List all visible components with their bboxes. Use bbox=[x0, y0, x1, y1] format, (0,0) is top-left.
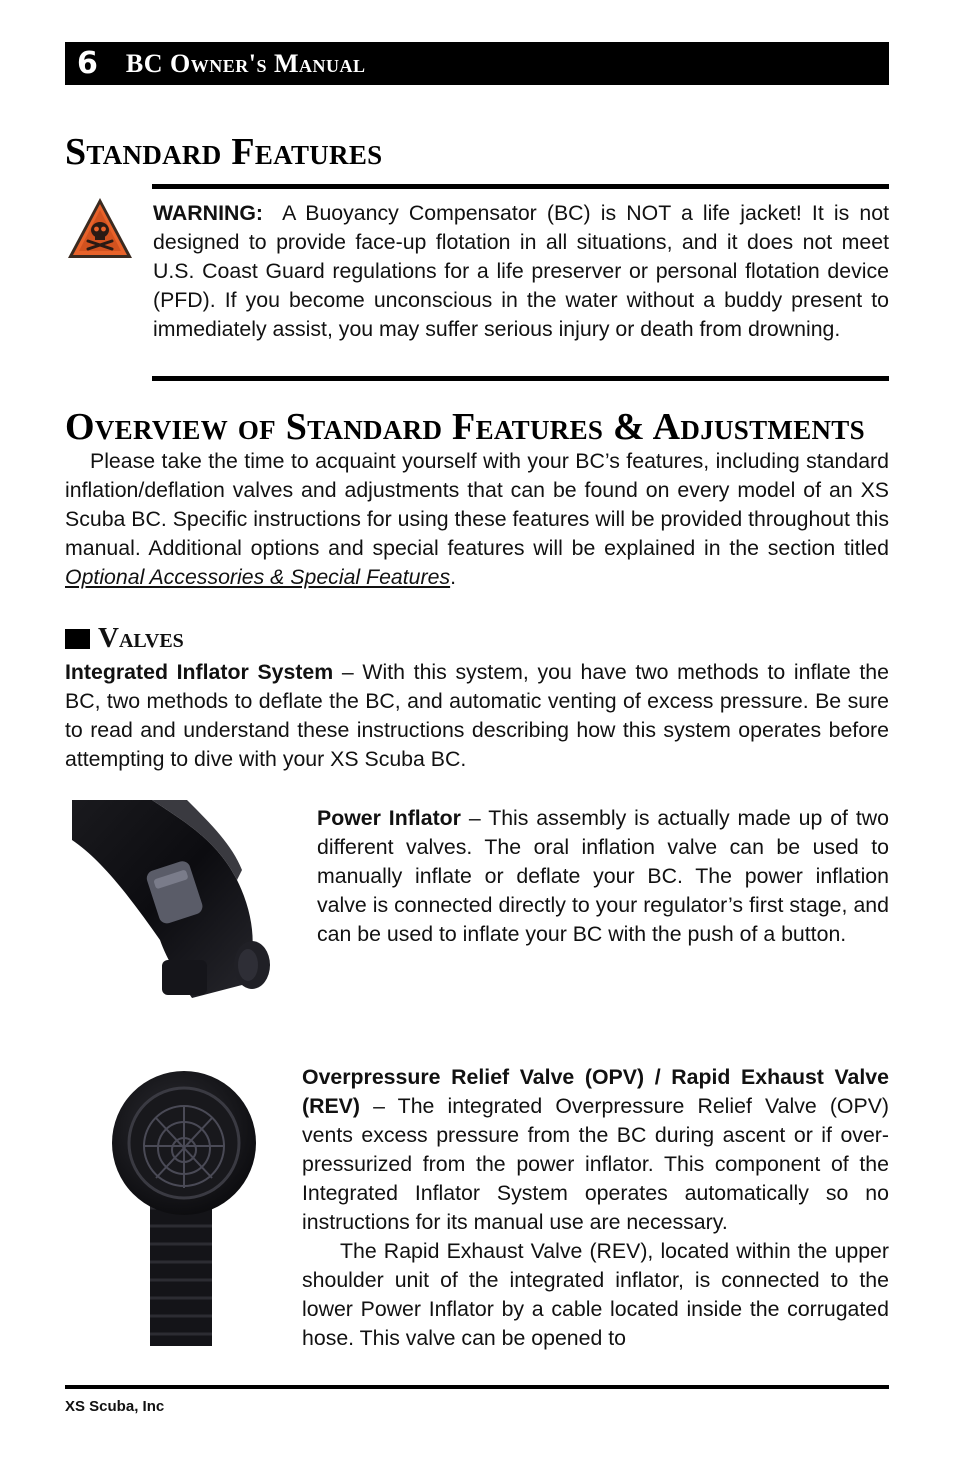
integrated-inflator-paragraph bbox=[65, 658, 889, 774]
overpressure-relief-valve-photo bbox=[108, 1068, 268, 1346]
footer-company: XS Scuba, Inc bbox=[65, 1398, 165, 1415]
section-title-standard-features: Standard Features bbox=[65, 131, 383, 173]
page-number: 6 bbox=[77, 46, 98, 81]
page-header-bar bbox=[65, 42, 889, 85]
opv-paragraph bbox=[302, 1063, 889, 1236]
optional-accessories-link[interactable]: Optional Accessories & Special Features bbox=[65, 564, 451, 589]
integrated-inflator-label: Integrated Inflator System bbox=[65, 660, 334, 684]
footer-rule bbox=[65, 1385, 889, 1389]
rev-text: The Rapid Exhaust Valve (REV), located within the upper shoulder unit of the integrated inflator, is connected to the lower Power Inflator by a cable located inside the corrugated hose. This valve can be opened to bbox=[302, 1239, 889, 1350]
power-inflator-text: – This assembly is actually made up of two different valves. The oral inflation valve can be used to manually inflate or deflate your BC. The power inflation valve is connected directly to your regulator’s first stage, and can be used to inflate your BC with the push of a button. bbox=[317, 806, 889, 946]
subsection-valves bbox=[65, 624, 184, 653]
section-title-overview: Overview of Standard Features & Adjustments bbox=[65, 406, 865, 448]
warning-bottom-rule bbox=[152, 376, 889, 381]
power-inflator-label: Power Inflator bbox=[317, 806, 461, 830]
warning-text: A Buoyancy Compensator (BC) is NOT a life jacket! It is not designed to provide face-up flotation in all situations, and it does not meet U.S. Coast Guard regulations for a life preserver or personal flotation device (PFD). If you become unconscious in the water without a buddy present to immediately assist, you may suffer serious injury or death from drowning. bbox=[153, 201, 889, 341]
warning-label: WARNING: bbox=[153, 201, 264, 225]
skull-crossbones-warning-icon bbox=[66, 196, 134, 260]
warning-top-rule bbox=[152, 184, 889, 189]
subsection-title-valves: Valves bbox=[98, 622, 184, 654]
opv-label: Overpressure Relief Valve (OPV) / Rapid Exhaust Valve (REV) bbox=[302, 1065, 889, 1118]
power-inflator-photo bbox=[72, 800, 272, 1005]
overview-text-end: . bbox=[450, 564, 457, 589]
warning-paragraph bbox=[153, 199, 889, 344]
manual-title: BC Owner's Manual bbox=[125, 48, 366, 78]
power-inflator-paragraph bbox=[317, 804, 889, 949]
square-bullet-icon bbox=[65, 629, 90, 649]
opv-text: – The integrated Overpressure Relief Valve (OPV) vents excess pressure from the BC during ascent or if over-pressurized from the power inflator. This component of the Integrated Inflator System operates automatically so no instructions for its manual use are necessary. bbox=[302, 1093, 889, 1234]
integrated-inflator-text: – With this system, you have two methods to inflate the BC, two methods to deflate the BC, and automatic venting of excess pressure. Be sure to read and understand these instructions describing how this system operates before attempting to dive with your XS Scuba BC. bbox=[65, 660, 889, 771]
overview-text: Please take the time to acquaint yourself with your BC’s features, including standard inflation/deflation valves and adjustments that can be found on every model of an XS Scuba BC. Specific instructions for using these features will be provided throughout this manual. Additional options and special features will be explained in the section titled bbox=[65, 449, 889, 560]
rev-paragraph bbox=[302, 1237, 889, 1353]
overview-paragraph bbox=[65, 447, 889, 592]
